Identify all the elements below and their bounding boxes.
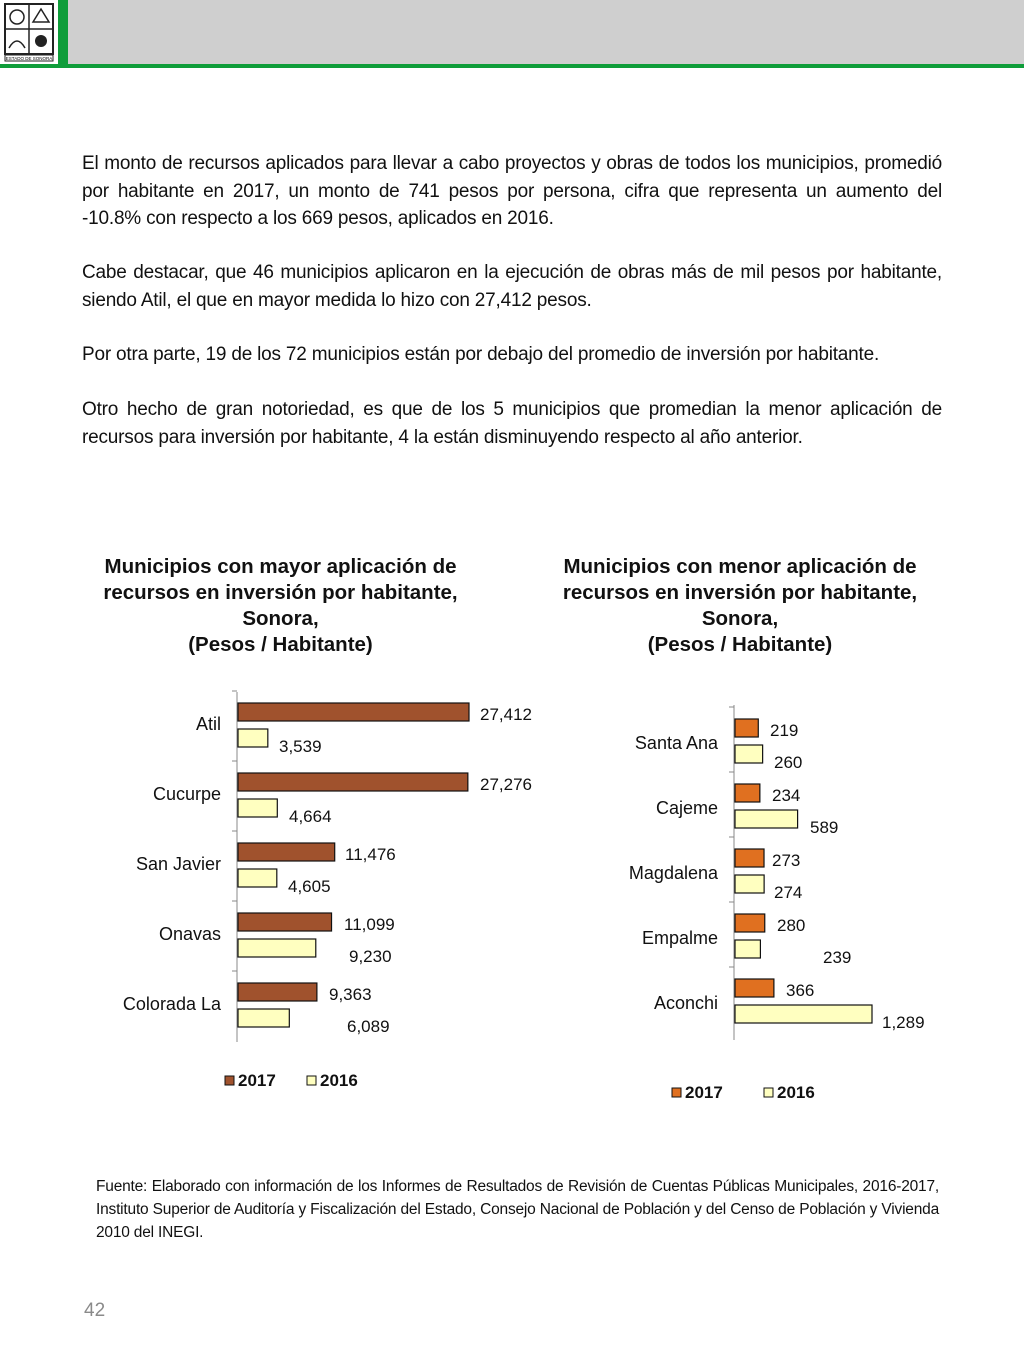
bar-2016 (735, 1005, 872, 1023)
legend-label-2017: 2017 (238, 1071, 276, 1090)
paragraph-3: Por otra parte, 19 de los 72 municipios están por debajo del promedio de inversión por habitante. (82, 344, 880, 365)
bar-2017 (735, 979, 774, 997)
data-label-2016: 3,539 (279, 737, 322, 756)
header-accent-stripe (60, 0, 68, 64)
data-label-2016: 6,089 (347, 1017, 390, 1036)
bar-2017 (735, 784, 760, 802)
category-label: Aconchi (653, 993, 718, 1013)
bar-2017 (238, 843, 335, 861)
chart-2-subtitle: (Pesos / Habitante) (647, 633, 833, 656)
data-label-2017: 219 (770, 721, 799, 740)
bar-2017 (238, 773, 468, 791)
chart-1-svg (0, 680, 560, 1110)
legend-label-2016: 2016 (777, 1083, 815, 1102)
bar-2017 (735, 914, 765, 932)
header-underline (0, 64, 1024, 68)
bar-2017 (238, 703, 469, 721)
paragraph-4: Otro hecho de gran notoriedad, es que de los 5 municipios que promedian la menor aplicación de recursos para inversión por habitante, 4 la están disminuyendo respecto al año anterior. (82, 399, 942, 448)
legend-label-2016: 2016 (320, 1071, 358, 1090)
bar-2017 (238, 983, 317, 1001)
data-label-2016: 9,230 (349, 947, 392, 966)
category-label: Colorada La (122, 994, 221, 1014)
bar-2017 (735, 719, 758, 737)
data-label-2016: 239 (823, 948, 852, 967)
data-label-2016: 260 (774, 753, 803, 772)
chart-1-title: Municipios con mayor aplicación de recursos en inversión por habitante, Sonora, (103, 555, 458, 630)
data-label-2017: 27,276 (480, 775, 532, 794)
data-label-2017: 9,363 (329, 985, 372, 1004)
category-label: Cajeme (655, 798, 718, 818)
data-label-2017: 11,476 (345, 845, 396, 864)
bar-2016 (238, 869, 277, 887)
bar-2017 (238, 913, 332, 931)
bar-2016 (238, 939, 316, 957)
chart-2-svg (560, 680, 1024, 1120)
chart-1-subtitle: (Pesos / Habitante) (188, 633, 373, 656)
category-label: San Javier (135, 854, 221, 874)
paragraph-1: El monto de recursos aplicados para llevar a cabo proyectos y obras de todos los municipios, promedió por habitante en 2017, un monto de 741 pesos por persona, cifra que representa un aumento del -10.8% con respecto a los 669 pesos, aplicados en 2016. (82, 153, 942, 229)
data-label-2017: 234 (772, 786, 801, 805)
legend-swatch-2017 (672, 1088, 681, 1097)
svg-text:ESTADO DE SONORA: ESTADO DE SONORA (5, 56, 53, 61)
legend-swatch-2016 (307, 1076, 316, 1085)
paragraph-2: Cabe destacar, que 46 municipios aplicaron en la ejecución de obras más de mil pesos por habitante, siendo Atil, el que en mayor medida lo hizo con 27,412 pesos. (82, 262, 942, 311)
state-seal-logo (0, 0, 60, 64)
legend-swatch-2016 (764, 1088, 773, 1097)
data-label-2016: 274 (774, 883, 803, 902)
data-label-2016: 589 (810, 818, 839, 837)
category-label: Atil (195, 714, 221, 734)
legend-label-2017: 2017 (685, 1083, 723, 1102)
page-number: 42 (84, 1300, 106, 1321)
data-label-2016: 4,664 (289, 807, 332, 826)
bar-2016 (238, 799, 277, 817)
bar-2016 (735, 810, 798, 828)
category-label: Onavas (158, 924, 221, 944)
chart-2-title-block (556, 554, 924, 658)
data-label-2017: 280 (777, 916, 806, 935)
data-label-2016: 4,605 (288, 877, 331, 896)
source-note: Fuente: Elaborado con información de los Informes de Resultados de Revisión de Cuentas Públicas Municipales, 2016-2017, Instituto Superior de Auditoría y Fiscalización del Estado, Consejo Nacional de Población y del Censo de Población y Vivienda 2010 del INEGI. (96, 1178, 939, 1241)
bar-2016 (238, 729, 268, 747)
bar-2016 (735, 940, 760, 958)
data-label-2016: 1,289 (882, 1013, 925, 1032)
data-label-2017: 366 (786, 981, 815, 1000)
category-label: Santa Ana (634, 733, 718, 753)
data-label-2017: 11,099 (344, 915, 395, 934)
bar-2016 (238, 1009, 289, 1027)
category-label: Cucurpe (152, 784, 221, 804)
chart-2-title: Municipios con menor aplicación de recursos en inversión por habitante, Sonora, (562, 555, 918, 630)
header-bar (0, 0, 1024, 64)
bar-2017 (735, 849, 764, 867)
bar-2016 (735, 875, 764, 893)
chart-1-title-block (78, 554, 483, 658)
category-label: Magdalena (628, 863, 718, 883)
bar-2016 (735, 745, 763, 763)
data-label-2017: 27,412 (480, 705, 532, 724)
legend-swatch-2017 (225, 1076, 234, 1085)
category-label: Empalme (641, 928, 718, 948)
data-label-2017: 273 (772, 851, 801, 870)
